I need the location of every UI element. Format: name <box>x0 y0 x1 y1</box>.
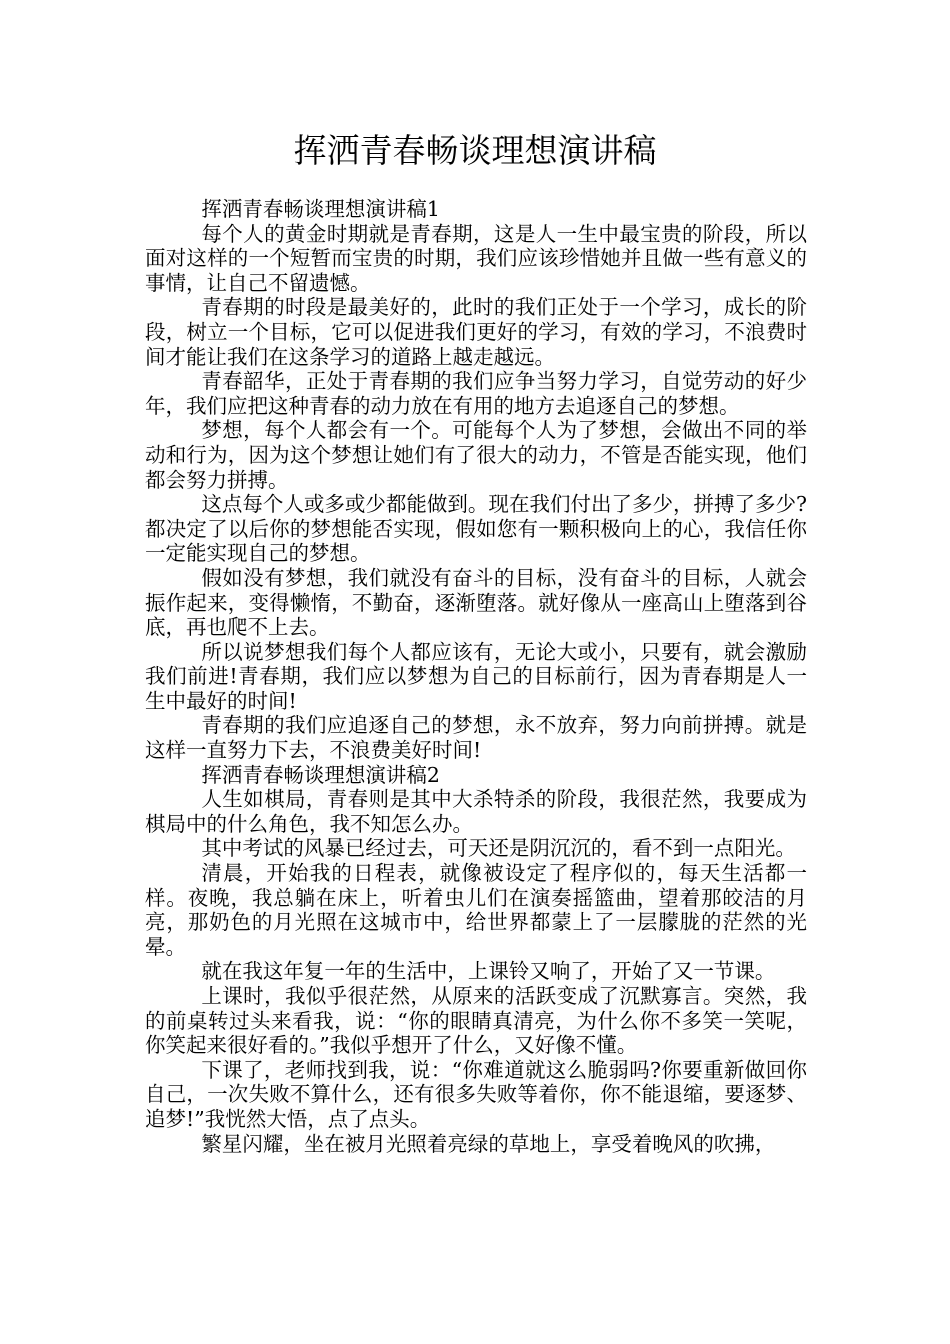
paragraph: 其中考试的风暴已经过去，可天还是阴沉沉的，看不到一点阳光。 <box>201 836 796 861</box>
paragraph: 就在我这年复一年的生活中，上课铃又响了，开始了又一节课。 <box>201 959 776 984</box>
section-heading-2: 挥洒青春畅谈理想演讲稿2 <box>201 762 440 787</box>
document-body <box>145 197 807 1156</box>
paragraph: 青春韶华，正处于青春期的我们应争当努力学习，自觉劳动的好少年，我们应把这种青春的动力放在有用的地方去追逐自己的梦想。 <box>145 369 807 418</box>
paragraph: 青春期的时段是最美好的，此时的我们正处于一个学习，成长的阶段，树立一个目标，它可以促进我们更好的学习，有效的学习，不浪费时间才能让我们在这条学习的道路上越走越远。 <box>145 295 807 369</box>
paragraph: 青春期的我们应追逐自己的梦想，永不放弃，努力向前拼搏。就是这样一直努力下去，不浪费美好时间! <box>145 713 807 763</box>
paragraph: 人生如棋局，青春则是其中大杀特杀的阶段，我很茫然，我要成为棋局中的什么角色，我不知怎么办。 <box>145 787 807 836</box>
section-heading-1: 挥洒青春畅谈理想演讲稿1 <box>201 197 440 221</box>
paragraph: 所以说梦想我们每个人都应该有，无论大或小，只要有，就会激励我们前进!青春期，我们应以梦想为自己的目标前行，因为青春期是人一生中最好的时间! <box>145 639 807 713</box>
paragraph: 清晨，开始我的日程表，就像被设定了程序似的，每天生活都一样。夜晚，我总躺在床上，听着虫儿们在演奏摇篮曲，望着那皎洁的月亮，那奶色的月光照在这城市中，给世界都蒙上了一层朦胧的茫然的光晕。 <box>145 861 807 959</box>
paragraph: 繁星闪耀，坐在被月光照着亮绿的草地上，享受着晚风的吹拂， <box>201 1131 776 1156</box>
paragraph: 假如没有梦想，我们就没有奋斗的目标，没有奋斗的目标，人就会振作起来，变得懒惰，不勤奋，逐渐堕落。就好像从一座高山上堕落到谷底，再也爬不上去。 <box>145 565 807 640</box>
paragraph: 每个人的黄金时期就是青春期，这是人一生中最宝贵的阶段，所以面对这样的一个短暂而宝贵的时期，我们应该珍惜她并且做一些有意义的事情，让自己不留遗憾。 <box>145 221 807 295</box>
paragraph: 上课时，我似乎很茫然，从原来的活跃变成了沉默寡言。突然，我的前桌转过头来看我，说：“你的眼睛真清亮，为什么你不多笑一笑呢，你笑起来很好看的。”我似乎想开了什么，又好像不懂。 <box>145 984 807 1058</box>
paragraph: 下课了，老师找到我，说：“你难道就这么脆弱吗?你要重新做回你自己，一次失败不算什么，还有很多失败等着你，你不能退缩，要逐梦、追梦!”我恍然大悟，点了点头。 <box>145 1057 807 1131</box>
paragraph: 梦想，每个人都会有一个。可能每个人为了梦想，会做出不同的举动和行为，因为这个梦想让她们有了很大的动力，不管是否能实现，他们都会努力拼搏。 <box>145 418 807 492</box>
paragraph: 这点每个人或多或少都能做到。现在我们付出了多少，拼搏了多少?都决定了以后你的梦想能否实现，假如您有一颗积极向上的心，我信任你一定能实现自己的梦想。 <box>145 492 807 566</box>
document-title: 挥洒青春畅谈理想演讲稿 <box>293 131 657 170</box>
